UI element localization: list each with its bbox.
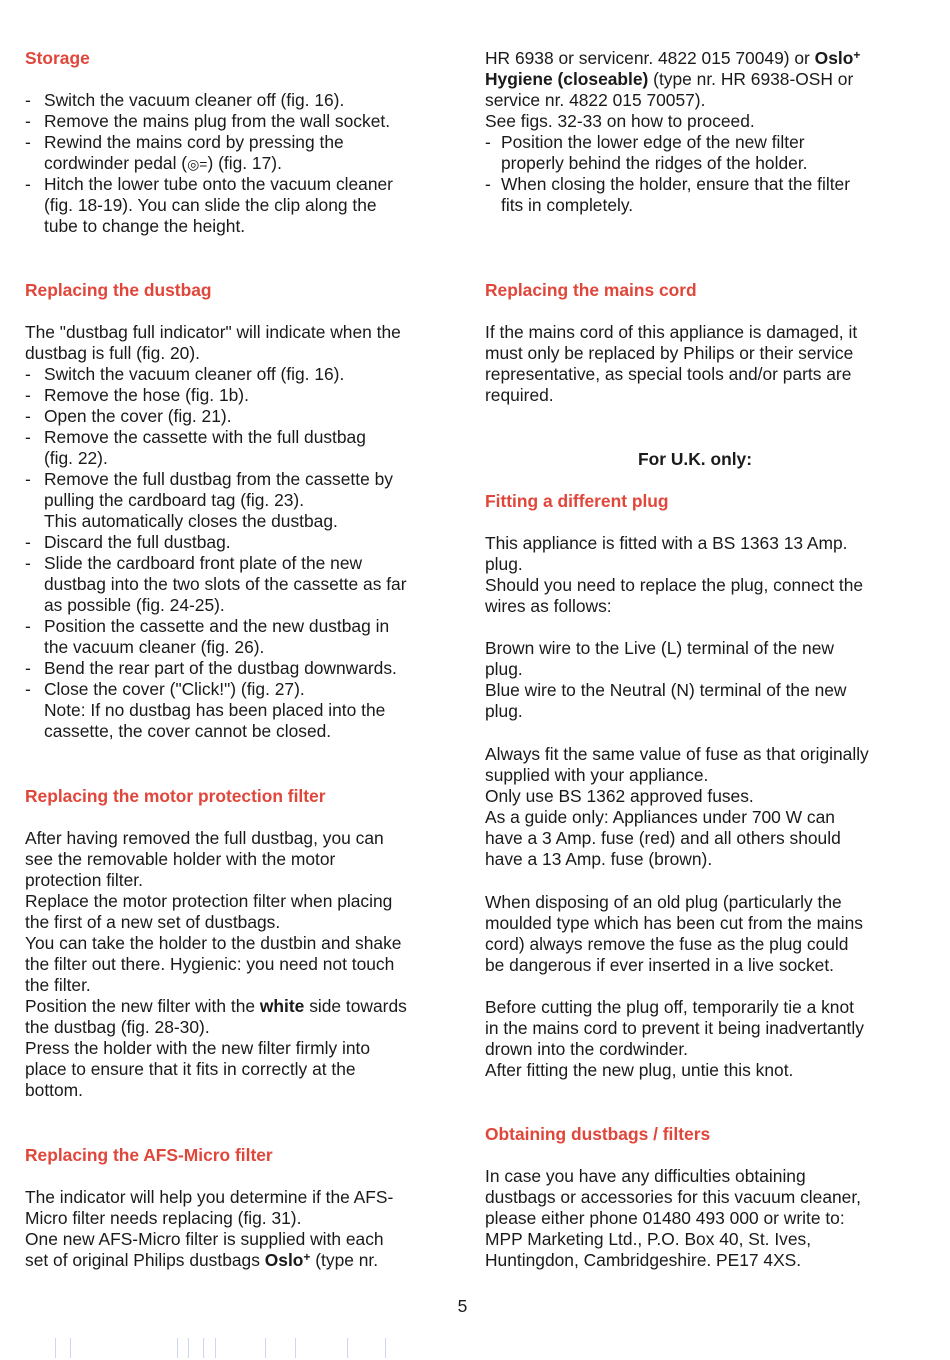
paragraph-line: As a guide only: Appliances under 700 W can [485, 807, 835, 827]
page-number: 5 [457, 1296, 468, 1316]
list-item-continuation: tube to change the height. [44, 216, 246, 236]
list-item-continuation: Note: If no dustbag has been placed into the [44, 700, 386, 720]
paragraph-line: plug. [485, 554, 523, 574]
paragraph-line: representative, as special tools and/or parts are [485, 364, 852, 384]
list-item-continuation: (fig. 22). [44, 448, 108, 468]
paragraph-line: See figs. 32-33 on how to proceed. [485, 111, 755, 131]
list-item-continuation: This automatically closes the dustbag. [44, 511, 338, 531]
paragraph-line: You can take the holder to the dustbin and shake [25, 933, 402, 953]
scan-artifacts [55, 1338, 435, 1358]
paragraph-line: Always fit the same value of fuse as that originally [485, 744, 869, 764]
mains-cord-heading: Replacing the mains cord [485, 280, 697, 300]
paragraph-line: Position the new filter with the white side towards [25, 996, 407, 1016]
obtaining-heading: Obtaining dustbags / filters [485, 1124, 711, 1144]
list-item-continuation: dustbag into the two slots of the cassette as far [44, 574, 407, 594]
paragraph-line: set of original Philips dustbags Oslo+ (type nr. [25, 1250, 379, 1270]
paragraph-line: The "dustbag full indicator" will indicate when the [25, 322, 401, 342]
list-item-continuation: the vacuum cleaner (fig. 26). [44, 637, 265, 657]
list-item-continuation: pulling the cardboard tag (fig. 23). [44, 490, 305, 510]
motor-filter-heading: Replacing the motor protection filter [25, 786, 326, 806]
paragraph-line: have a 3 Amp. fuse (red) and all others should [485, 828, 841, 848]
paragraph-line: One new AFS-Micro filter is supplied with each [25, 1229, 384, 1249]
paragraph-line: the filter out there. Hygienic: you need not touch [25, 954, 395, 974]
paragraph-line: in the mains cord to prevent it being inadvertantly [485, 1018, 864, 1038]
paragraph-line: When disposing of an old plug (particularly the [485, 892, 842, 912]
paragraph-line: moulded type which has been cut from the mains [485, 913, 863, 933]
paragraph-line: MPP Marketing Ltd., P.O. Box 40, St. Ives, [485, 1229, 812, 1249]
dustbag-heading: Replacing the dustbag [25, 280, 212, 300]
list-item-continuation: cassette, the cover cannot be closed. [44, 721, 332, 741]
paragraph-line: please either phone 01480 493 000 or write to: [485, 1208, 845, 1228]
paragraph-line: Only use BS 1362 approved fuses. [485, 786, 754, 806]
paragraph-line: After having removed the full dustbag, you can [25, 828, 384, 848]
paragraph-line: bottom. [25, 1080, 83, 1100]
paragraph-line: the first of a new set of dustbags. [25, 912, 281, 932]
paragraph-line: see the removable holder with the motor [25, 849, 336, 869]
paragraph-line: protection filter. [25, 870, 143, 890]
list-item-continuation: cordwinder pedal (◎=) (fig. 17). [44, 153, 282, 173]
list-item-continuation: properly behind the ridges of the holder. [501, 153, 808, 173]
paragraph-line: dustbags or accessories for this vacuum cleaner, [485, 1187, 862, 1207]
paragraph-line: dustbag is full (fig. 20). [25, 343, 200, 363]
paragraph-line: cord) always remove the fuse as the plug could [485, 934, 849, 954]
paragraph-line: Blue wire to the Neutral (N) terminal of the new [485, 680, 847, 700]
paragraph-line: Replace the motor protection filter when placing [25, 891, 393, 911]
plug-heading: Fitting a different plug [485, 491, 669, 511]
paragraph-line: place to ensure that it fits in correctly at the [25, 1059, 356, 1079]
paragraph-line: After fitting the new plug, untie this knot. [485, 1060, 794, 1080]
paragraph-line: Micro filter needs replacing (fig. 31). [25, 1208, 302, 1228]
paragraph-line: Before cutting the plug off, temporarily tie a knot [485, 997, 854, 1017]
paragraph-line: the dustbag (fig. 28-30). [25, 1017, 210, 1037]
paragraph-line: Should you need to replace the plug, connect the [485, 575, 864, 595]
paragraph-line: have a 13 Amp. fuse (brown). [485, 849, 713, 869]
paragraph-line: wires as follows: [485, 596, 612, 616]
paragraph-line: Brown wire to the Live (L) terminal of the new [485, 638, 834, 658]
paragraph-line: If the mains cord of this appliance is damaged, it [485, 322, 858, 342]
paragraph-line: plug. [485, 701, 523, 721]
paragraph-line: the filter. [25, 975, 91, 995]
paragraph-line: supplied with your appliance. [485, 765, 709, 785]
paragraph-line: must only be replaced by Philips or their service [485, 343, 854, 363]
paragraph-line: Press the holder with the new filter firmly into [25, 1038, 371, 1058]
afs-filter-heading: Replacing the AFS-Micro filter [25, 1145, 273, 1165]
paragraph-line: This appliance is fitted with a BS 1363 13 Amp. [485, 533, 848, 553]
paragraph-line: The indicator will help you determine if the AFS- [25, 1187, 394, 1207]
cordwinder-icon: ◎= [187, 156, 208, 172]
paragraph-line: HR 6938 or servicenr. 4822 015 70049) or Oslo+ [485, 48, 861, 68]
paragraph-line: drown into the cordwinder. [485, 1039, 689, 1059]
paragraph-line: Huntingdon, Cambridgeshire. PE17 4XS. [485, 1250, 802, 1270]
storage-heading: Storage [25, 48, 90, 68]
paragraph-line: In case you have any difficulties obtaining [485, 1166, 806, 1186]
list-item-continuation: fits in completely. [501, 195, 634, 215]
paragraph-line: plug. [485, 659, 523, 679]
list-item-continuation: (fig. 18-19). You can slide the clip along the [44, 195, 377, 215]
paragraph-line: required. [485, 385, 554, 405]
paragraph-line: Hygiene (closeable) (type nr. HR 6938-OSH or [485, 69, 854, 89]
list-item-continuation: as possible (fig. 24-25). [44, 595, 225, 615]
paragraph-line: be dangerous if ever inserted in a live socket. [485, 955, 834, 975]
uk-only-label: For U.K. only: [638, 449, 752, 469]
paragraph-line: service nr. 4822 015 70057). [485, 90, 706, 110]
